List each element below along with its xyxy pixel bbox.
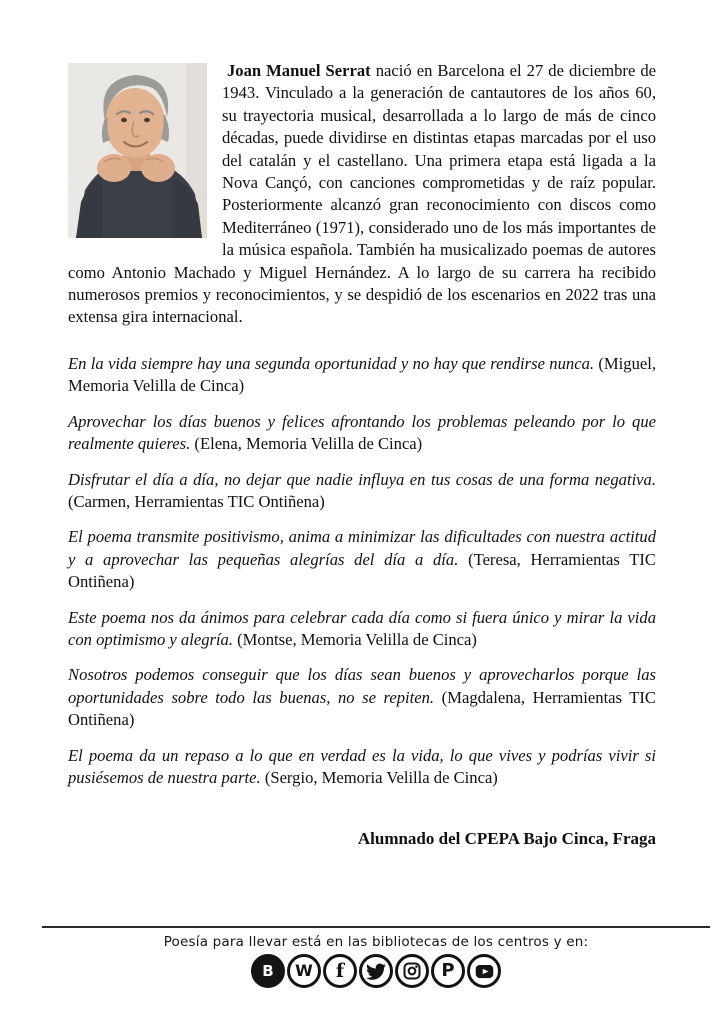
quote (68, 353, 656, 398)
instagram-camera-glyph (402, 961, 422, 981)
pinterest-icon[interactable] (431, 954, 465, 988)
social-icon-row (42, 954, 710, 988)
facebook-glyph: f (335, 959, 345, 982)
footer-text: Poesía para llevar está en las bibliotecas de los centros y en: (163, 934, 589, 950)
quote-text: Este poema nos da ánimos para celebrar cada día como si fuera único y mirar la vida con optimismo y alegría. (68, 607, 656, 649)
facebook-icon[interactable] (323, 954, 357, 988)
wordpress-icon[interactable] (287, 954, 321, 988)
quote-text: El poema da un repaso a lo que en verdad es la vida, lo que vives y podrías vivir si pusiésemos de nuestra parte. (68, 745, 656, 787)
quote-attribution: (Teresa, Herramientas TIC Ontiñena) (68, 549, 656, 592)
quote (68, 526, 656, 593)
quote-text: Nosotros podemos conseguir que los días sean buenos y aprovecharlos porque las oportunidades sobre todo las buenas, no se repiten. (68, 665, 656, 707)
wordpress-glyph: W (295, 961, 313, 980)
quote-attribution: (Sergio, Memoria Velilla de Cinca) (264, 767, 498, 787)
quote-text: En la vida siempre hay una segunda oportunidad y no hay que rendirse nunca. (68, 353, 595, 373)
youtube-play-glyph (474, 961, 495, 982)
page-footer (42, 926, 710, 988)
twitter-bird-glyph (366, 961, 386, 981)
quote-attribution: (Magdalena, Herramientas TIC Ontiñena) (68, 687, 657, 730)
quotes-section (68, 353, 656, 790)
bio-text: nació en Barcelona el 27 de diciembre de 1943. Vinculado a la generación de cantautores de los años 60, su trayectoria musical, desarrollada a lo largo de más de cinco décadas, puede dividirse en distintas etapas marcadas por el uso del catalán y el castellano. Una primera etapa está ligada a la Nova Cançó, con canciones comprometidas y de raíz popular. Posteriormente alcanzó gran reconocimiento con discos como Mediterráneo (1971), considerado uno de los más importantes de la música española. También ha musicalizado poemas de autores como Antonio Machado y Miguel Hernández. A lo largo de su carrera ha recibido numerosos premios y reconocimientos, y se despidió de los escenarios en 2022 tras una extensa gira internacional. (68, 61, 656, 327)
quote-text: El poema transmite positivismo, anima a minimizar las dificultades con nuestra actitud y a aprovechar las pequeñas alegrías del día a día. (68, 527, 656, 569)
blogger-icon[interactable] (251, 954, 285, 988)
quote-attribution: (Miguel, Memoria Velilla de Cinca) (68, 353, 656, 396)
quote (68, 469, 656, 514)
quote (68, 411, 656, 456)
quote (68, 745, 656, 790)
bio-paragraph (68, 60, 656, 329)
instagram-icon[interactable] (395, 954, 429, 988)
blogger-glyph: B (262, 961, 274, 980)
quote-attribution: (Montse, Memoria Velilla de Cinca) (237, 629, 477, 649)
pinterest-glyph: P (441, 960, 455, 981)
youtube-icon[interactable] (467, 954, 501, 988)
quote-attribution: (Elena, Memoria Velilla de Cinca) (194, 434, 423, 454)
bio-name: Joan Manuel Serrat (227, 61, 371, 80)
twitter-icon[interactable] (359, 954, 393, 988)
signature: Alumnado del CPEPA Bajo Cinca, Fraga (357, 829, 656, 849)
portrait-illustration (68, 63, 207, 238)
quote-text: Disfrutar el día a día, no dejar que nadie influya en tus cosas de una forma negativa. (68, 469, 656, 489)
quote-text: Aprovechar los días buenos y felices afrontando los problemas peleando por lo que realmente quieres. (68, 411, 656, 454)
serrat-photo (68, 63, 207, 238)
quote (68, 607, 656, 652)
quote-attribution: (Carmen, Herramientas TIC Ontiñena) (68, 491, 325, 511)
quote (68, 664, 656, 731)
